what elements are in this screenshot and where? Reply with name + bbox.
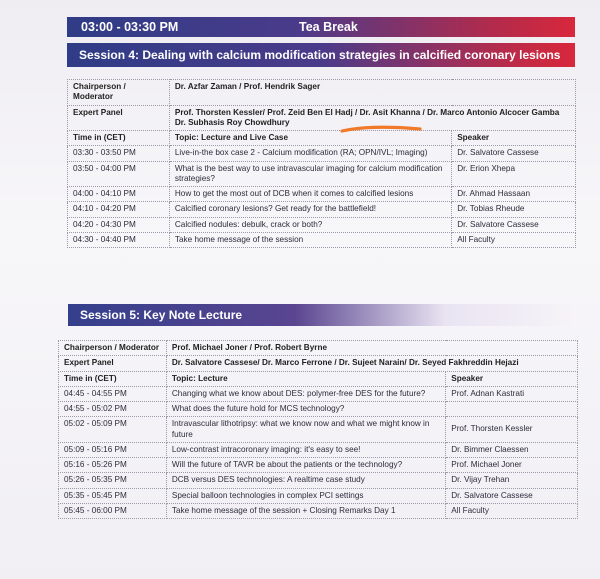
table-row: [59, 417, 578, 443]
time-cell: 05:45 - 06:00 PM: [59, 503, 167, 518]
table-row: [59, 473, 578, 488]
chair-value: Dr. Azfar Zaman / Prof. Hendrik Sager: [169, 80, 575, 106]
chair-label: Chairperson / Moderator: [59, 341, 167, 356]
speaker-cell: Dr. Salvatore Cassese: [452, 146, 576, 161]
panel-value: Dr. Salvatore Cassese/ Dr. Marco Ferrone / Dr. Sujeet Narain/ Dr. Seyed Fakhreddin Hejazi: [166, 356, 577, 371]
col-time-header: Time in (CET): [68, 131, 170, 146]
time-cell: 05:35 - 05:45 PM: [59, 488, 167, 503]
speaker-cell: Dr. Salvatore Cassese: [452, 217, 576, 232]
topic-cell: Low-contrast intracoronary imaging: it's easy to see!: [166, 442, 445, 457]
time-cell: 04:10 - 04:20 PM: [68, 202, 170, 217]
time-cell: 05:09 - 05:16 PM: [59, 442, 167, 457]
topic-cell: Will the future of TAVR be about the patients or the technology?: [166, 458, 445, 473]
table-row: [68, 202, 576, 217]
table-row: [68, 146, 576, 161]
time-cell: 05:26 - 05:35 PM: [59, 473, 167, 488]
topic-cell: Calcified coronary lesions? Get ready for the battlefield!: [169, 202, 451, 217]
topic-cell: Take home message of the session + Closing Remarks Day 1: [166, 503, 445, 518]
col-time-header: Time in (CET): [59, 371, 167, 386]
time-cell: 05:02 - 05:09 PM: [59, 417, 167, 443]
topic-cell: Changing what we know about DES: polymer-free DES for the future?: [166, 386, 445, 401]
speaker-cell: Dr. Tobias Rheude: [452, 202, 576, 217]
table-row: [59, 341, 578, 356]
time-cell: 04:30 - 04:40 PM: [68, 232, 170, 247]
chair-label: Chairperson / Moderator: [68, 80, 170, 106]
tea-break-time: 03:00 - 03:30 PM: [81, 20, 179, 34]
session5-table: [58, 340, 578, 519]
speaker-cell: Prof. Michael Joner: [446, 458, 578, 473]
session5-title: Session 5: Key Note Lecture: [80, 308, 243, 322]
speaker-cell: Dr. Salvatore Cassese: [446, 488, 578, 503]
table-row: [59, 386, 578, 401]
topic-cell: Live-in-the box case 2 - Calcium modification (RA; OPN/IVL; Imaging): [169, 146, 451, 161]
time-cell: 04:45 - 04:55 PM: [59, 386, 167, 401]
time-cell: 04:00 - 04:10 PM: [68, 187, 170, 202]
topic-cell: What is the best way to use intravascular imaging for calcium modification strategies?: [169, 161, 451, 187]
time-cell: 03:30 - 03:50 PM: [68, 146, 170, 161]
topic-cell: DCB versus DES technologies: A realtime case study: [166, 473, 445, 488]
col-topic-header: Topic: Lecture: [166, 371, 445, 386]
speaker-cell: Dr. Ahmad Hassaan: [452, 187, 576, 202]
time-cell: 04:55 - 05:02 PM: [59, 402, 167, 417]
table-header-row: [68, 131, 576, 146]
table-row: [59, 356, 578, 371]
panel-label: Expert Panel: [59, 356, 167, 371]
speaker-cell: Dr. Bimmer Claessen: [446, 442, 578, 457]
orange-underline-annotation: [340, 124, 422, 134]
table-row: [68, 80, 576, 106]
tea-break-label: Tea Break: [299, 20, 358, 34]
table-row: [59, 503, 578, 518]
table-header-row: [59, 371, 578, 386]
col-speaker-header: Speaker: [446, 371, 578, 386]
topic-cell: Intravascular lithotripsy: what we know now and what we might know in future: [166, 417, 445, 443]
topic-cell: Take home message of the session: [169, 232, 451, 247]
session4-table: [67, 79, 576, 248]
tea-break-banner: [67, 17, 575, 37]
panel-value: Prof. Thorsten Kessler/ Prof. Zeid Ben El Hadj / Dr. Asit Khanna / Dr. Marco Antonio Alcocer Gamba Dr. Subhasis Roy Chowdhury: [169, 105, 575, 131]
table-row: [68, 232, 576, 247]
table-row: [59, 488, 578, 503]
time-cell: 03:50 - 04:00 PM: [68, 161, 170, 187]
speaker-cell: All Faculty: [452, 232, 576, 247]
speaker-cell: Prof. Thorsten Kessler: [446, 417, 578, 443]
topic-cell: Special balloon technologies in complex PCI settings: [166, 488, 445, 503]
table-row: [59, 402, 578, 417]
col-topic-header: Topic: Lecture and Live Case: [169, 131, 451, 146]
table-row: [68, 187, 576, 202]
speaker-cell: [446, 402, 578, 417]
session5-banner: [68, 304, 571, 326]
table-row: [68, 161, 576, 187]
topic-cell: Calcified nodules: debulk, crack or both?: [169, 217, 451, 232]
speaker-cell: Prof. Adnan Kastrati: [446, 386, 578, 401]
session4-title: Session 4: Dealing with calcium modification strategies in calcified coronary lesions: [79, 48, 561, 62]
topic-cell: How to get the most out of DCB when it comes to calcified lesions: [169, 187, 451, 202]
table-row: [68, 217, 576, 232]
table-row: [59, 442, 578, 457]
speaker-cell: All Faculty: [446, 503, 578, 518]
table-row: [68, 105, 576, 131]
time-cell: 04:20 - 04:30 PM: [68, 217, 170, 232]
topic-cell: What does the future hold for MCS technology?: [166, 402, 445, 417]
chair-value: Prof. Michael Joner / Prof. Robert Byrne: [166, 341, 577, 356]
time-cell: 05:16 - 05:26 PM: [59, 458, 167, 473]
speaker-cell: Dr. Vijay Trehan: [446, 473, 578, 488]
session4-banner: [67, 43, 575, 67]
col-speaker-header: Speaker: [452, 131, 576, 146]
speaker-cell: Dr. Erion Xhepa: [452, 161, 576, 187]
table-row: [59, 458, 578, 473]
panel-label: Expert Panel: [68, 105, 170, 131]
